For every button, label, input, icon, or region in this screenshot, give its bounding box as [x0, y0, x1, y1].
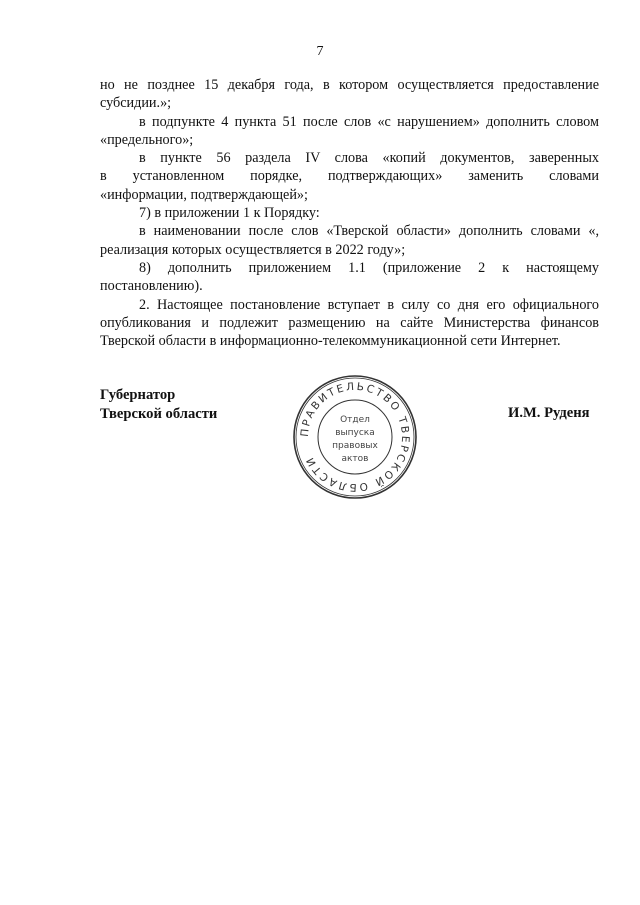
stamp-inner-line-3: правовых [332, 441, 378, 451]
stamp-inner-line-2: выпуска [335, 428, 375, 438]
paragraph-3-line-2: в установленном порядке, подтверждающих» заменить словами [100, 168, 599, 185]
page-number: 7 [316, 44, 324, 59]
stamp-inner-line-4: актов [341, 454, 369, 464]
paragraph-7: 2. Настоящее постановление вступает в силу со дня его официального опубликования и подлежит размещению на сайте Министерства финансов Тверской области в информационно-телекоммуникационной сети Интернет. [100, 296, 599, 350]
paragraph-1: но не позднее 15 декабря года, в котором осуществляется предоставление субсидии.»; [100, 77, 599, 112]
official-stamp [290, 372, 420, 502]
signatory-position-line-2: Тверской области [100, 406, 218, 422]
stamp-icon [290, 372, 420, 502]
signatory-name: И.М. Руденя [508, 405, 590, 421]
signatory-position [100, 386, 217, 424]
paragraph-6: 8) дополнить приложением 1.1 (приложение 2 к настоящему постановлению). [100, 259, 599, 295]
document-body [100, 76, 599, 350]
paragraph-3-line-3: «информации, подтверждающей»; [100, 186, 308, 203]
paragraph-2: в подпункте 4 пункта 51 после слов «с нарушением» дополнить словом «предельного»; [100, 113, 599, 148]
stamp-ring-textpath: ПРАВИТЕЛЬСТВО ТВЕРСКОЙ ОБЛАСТИ [298, 380, 412, 494]
stamp-inner-line-1: Отдел [340, 415, 370, 425]
paragraph-5: в наименовании после слов «Тверской области» дополнить словами «, реализация которых осуществляется в 2022 году»; [100, 223, 599, 258]
paragraph-3-line-1: в пункте 56 раздела IV слова «копий документов, заверенных [139, 150, 599, 167]
signatory-position-line-1: Губернатор [100, 387, 176, 403]
paragraph-4: 7) в приложении 1 к Порядку: [139, 205, 320, 222]
